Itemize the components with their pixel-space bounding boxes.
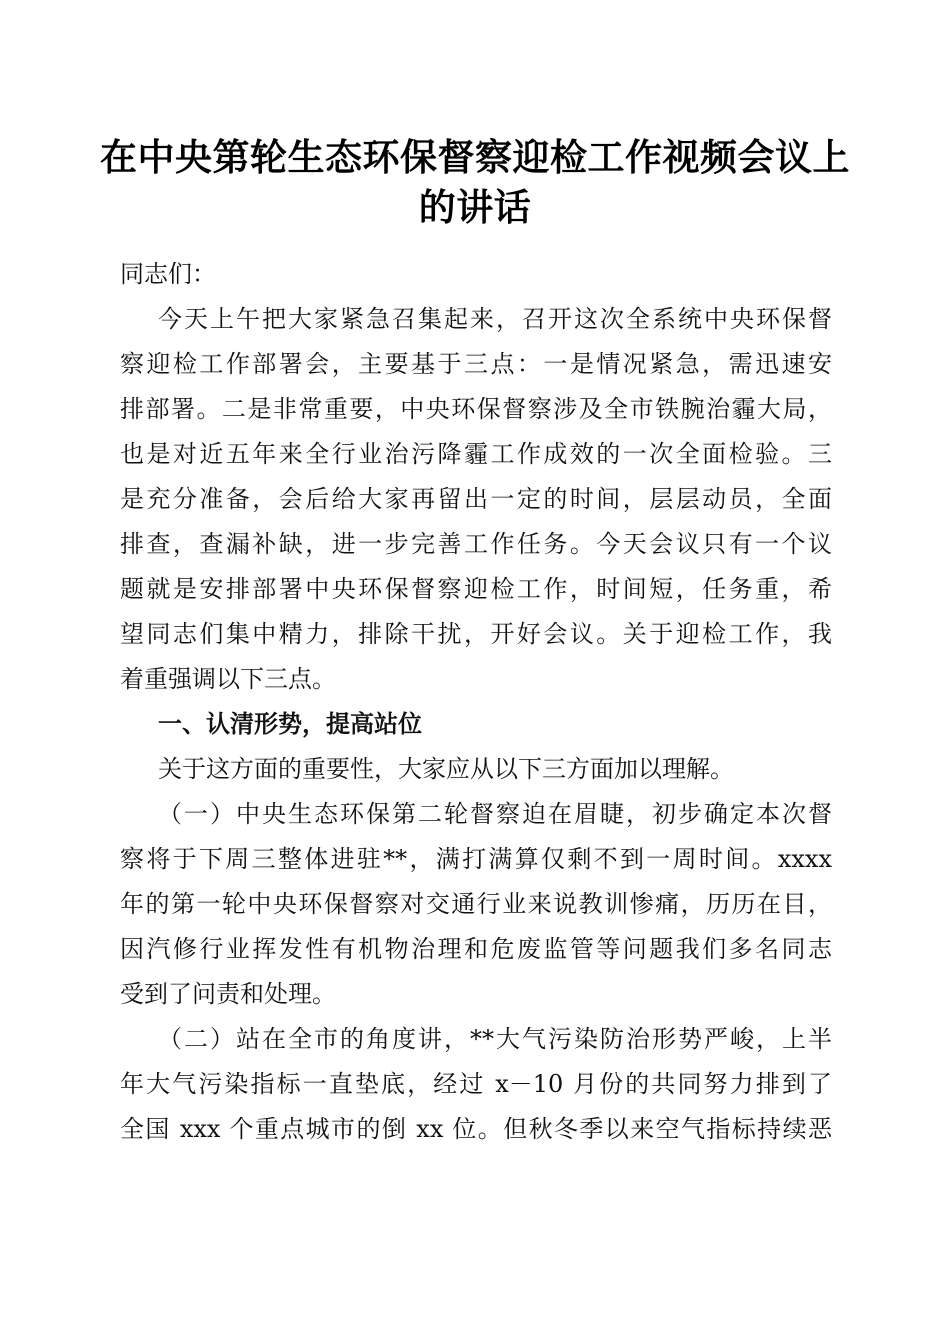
- paragraph-line: 今天上午把大家紧急召集起来，召开这次全系统中央环保督: [158, 305, 832, 333]
- paragraph-line: 排部署。二是非常重要，中央环保督察涉及全市铁腕治霾大局，: [120, 395, 832, 423]
- paragraph-line: 望同志们集中精力，排除干扰，开好会议。关于迎检工作，我: [120, 620, 832, 648]
- paragraph-line: 着重强调以下三点。: [120, 665, 336, 693]
- paragraph-line: 题就是安排部署中央环保督察迎检工作，时间短，任务重，希: [120, 575, 832, 603]
- paragraph-line: 全国 xxx 个重点城市的倒 xx 位。但秋冬季以来空气指标持续恶: [120, 1115, 832, 1143]
- title-line-1: 在中央第轮生态环保督察迎检工作视频会议上: [100, 135, 850, 179]
- paragraph-line: 年的第一轮中央环保督察对交通行业来说教训惨痛，历历在目，: [120, 890, 832, 918]
- paragraph-line: 因汽修行业挥发性有机物治理和危废监管等问题我们多名同志: [120, 935, 832, 963]
- paragraph-line: 察迎检工作部署会，主要基于三点：一是情况紧急，需迅速安: [120, 350, 832, 378]
- salutation: 同志们：: [120, 260, 216, 288]
- title-line-2: 的讲话: [418, 185, 532, 229]
- paragraph-line: 排查，查漏补缺，进一步完善工作任务。今天会议只有一个议: [120, 530, 832, 558]
- paragraph-line: 也是对近五年来全行业治污降霾工作成效的一次全面检验。三: [120, 440, 832, 468]
- section-heading: 一、认清形势，提高站位: [158, 710, 422, 738]
- document-title: [100, 132, 850, 232]
- paragraph-line: 关于这方面的重要性，大家应从以下三方面加以理解。: [158, 755, 734, 783]
- paragraph-line: 是充分准备，会后给大家再留出一定的时间，层层动员，全面: [120, 485, 832, 513]
- paragraph-line: 受到了问责和处理。: [120, 980, 336, 1008]
- paragraph-line: 察将于下周三整体进驻**，满打满算仅剩不到一周时间。xxxx: [120, 845, 832, 873]
- paragraph-line: （一）中央生态环保第二轮督察迫在眉睫，初步确定本次督: [158, 800, 832, 828]
- paragraph-line: （二）站在全市的角度讲，**大气污染防治形势严峻，上半: [158, 1025, 832, 1053]
- document-body: [120, 252, 832, 1152]
- paragraph-line: 年大气污染指标一直垫底，经过 x－10 月份的共同努力排到了: [120, 1070, 832, 1098]
